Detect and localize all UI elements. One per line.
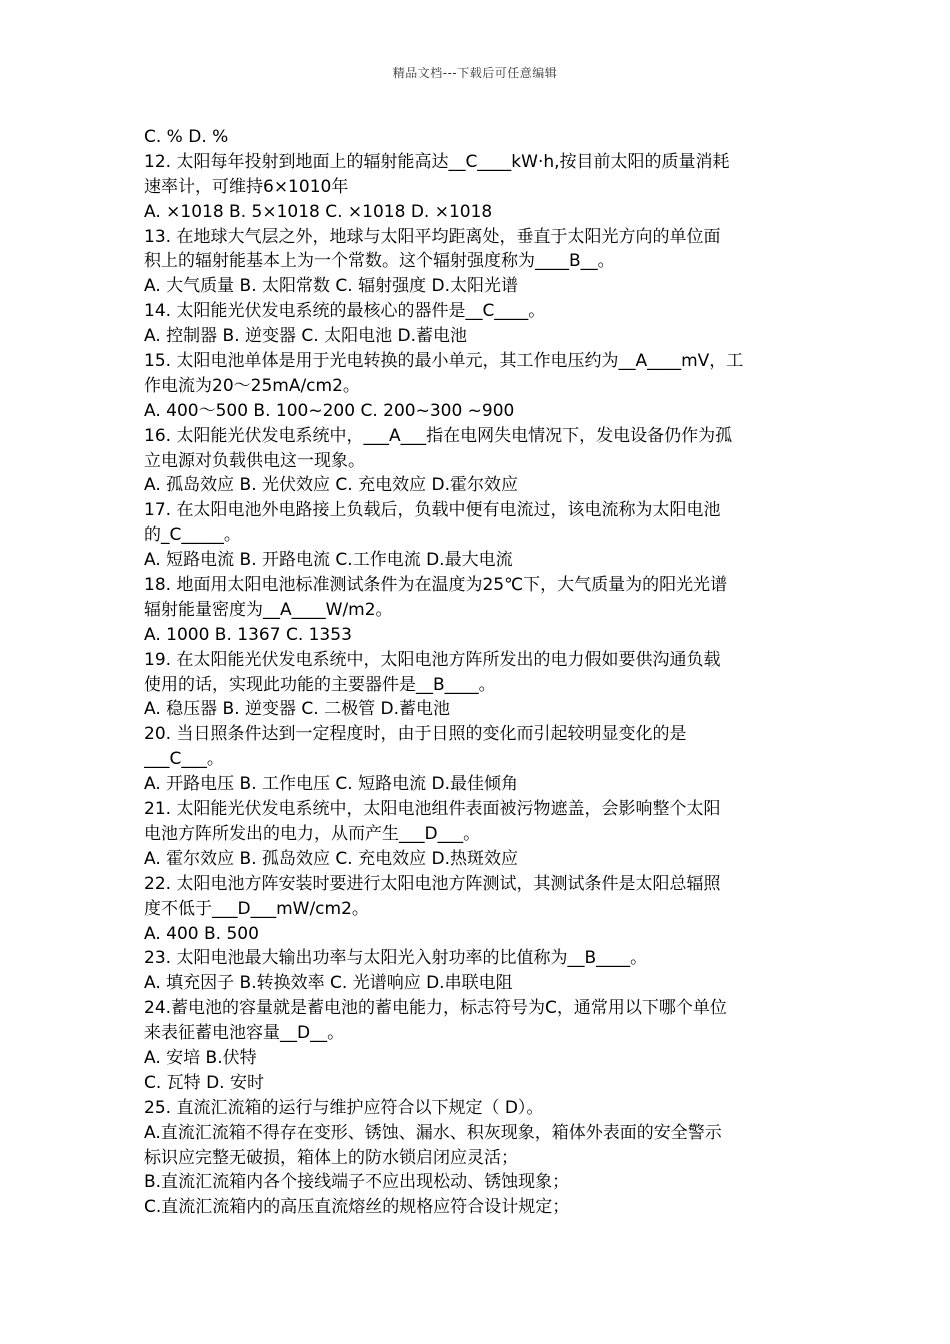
text-line: 16. 太阳能光伏发电系统中，___A___指在电网失电情况下，发电设备仍作为孤: [144, 425, 733, 446]
text-line: A. 霍尔效应 B. 孤岛效应 C. 充电效应 D.热斑效应: [144, 848, 518, 869]
text-line: A. 孤岛效应 B. 光伏效应 C. 充电效应 D.霍尔效应: [144, 475, 518, 496]
document-body: [144, 125, 814, 1220]
text-line: 积上的辐射能基本上为一个常数。这个辐射强度称为____B__。: [144, 251, 615, 272]
text-line: 25. 直流汇流箱的运行与维护应符合以下规定（ D）。: [144, 1097, 544, 1118]
text-line: 21. 太阳能光伏发电系统中，太阳电池组件表面被污物遮盖，会影响整个太阳: [144, 799, 721, 820]
text-line: 立电源对负载供电这一现象。: [144, 450, 365, 471]
text-line: A. 安培 B.伏特: [144, 1047, 257, 1068]
text-line: C.直流汇流箱内的高压直流熔丝的规格应符合设计规定；: [144, 1197, 570, 1218]
text-line: A. 400～500 B. 100~200 C. 200~300 ~900: [144, 400, 515, 421]
page-header: 精品文档---下载后可任意编辑: [392, 66, 558, 80]
text-line: 使用的话，实现此功能的主要器件是__B____。: [144, 674, 496, 695]
text-line: C. % D. %: [144, 127, 229, 147]
text-line: 24.蓄电池的容量就是蓄电池的蓄电能力，标志符号为C，通常用以下哪个单位: [144, 998, 727, 1019]
text-line: 14. 太阳能光伏发电系统的最核心的器件是__C____。: [144, 301, 546, 322]
text-line: 标识应完整无破损，箱体上的防水锁启闭应灵活；: [144, 1147, 518, 1168]
text-line: 来表征蓄电池容量__D__。: [144, 1023, 345, 1044]
text-line: 作电流为20～25mA/cm2。: [144, 375, 360, 396]
text-line: A. 开路电压 B. 工作电压 C. 短路电流 D.最佳倾角: [144, 774, 518, 795]
text-line: 电池方阵所发出的电力，从而产生___D___。: [144, 823, 481, 844]
text-line: 22. 太阳电池方阵安装时要进行太阳电池方阵测试，其测试条件是太阳总辐照: [144, 873, 721, 894]
text-line: 的_C_____。: [144, 525, 241, 546]
text-line: A. 控制器 B. 逆变器 C. 太阳电池 D.蓄电池: [144, 326, 467, 347]
text-line: 18. 地面用太阳电池标准测试条件为在温度为25℃下，大气质量为的阳光光谱: [144, 575, 728, 596]
text-line: A.直流汇流箱不得存在变形、锈蚀、漏水、积灰现象，箱体外表面的安全警示: [144, 1122, 722, 1143]
text-line: A. 大气质量 B. 太阳常数 C. 辐射强度 D.太阳光谱: [144, 276, 518, 297]
text-line: A. 短路电流 B. 开路电流 C.工作电流 D.最大电流: [144, 550, 513, 571]
text-line: A. 填充因子 B.转换效率 C. 光谱响应 D.串联电阻: [144, 973, 513, 994]
text-line: A. ×1018 B. 5×1018 C. ×1018 D. ×1018: [144, 201, 493, 222]
text-line: A. 稳压器 B. 逆变器 C. 二极管 D.蓄电池: [144, 699, 450, 720]
text-line: C. 瓦特 D. 安时: [144, 1072, 264, 1093]
text-line: 速率计，可维持6×1010年: [144, 176, 349, 197]
text-line: 13. 在地球大气层之外，地球与太阳平均距离处，垂直于太阳光方向的单位面: [144, 226, 721, 247]
text-line: 20. 当日照条件达到一定程度时，由于日照的变化而引起较明显变化的是: [144, 724, 687, 745]
text-line: A. 1000 B. 1367 C. 1353: [144, 624, 352, 645]
text-line: A. 400 B. 500: [144, 923, 259, 944]
text-line: ___C___。: [144, 749, 224, 770]
text-line: 15. 太阳电池单体是用于光电转换的最小单元，其工作电压约为__A____mV，工: [144, 351, 744, 372]
text-line: 23. 太阳电池最大输出功率与太阳光入射功率的比值称为__B____。: [144, 948, 648, 969]
text-line: 17. 在太阳电池外电路接上负载后，负载中便有电流过，该电流称为太阳电池: [144, 500, 721, 521]
text-line: B.直流汇流箱内各个接线端子不应出现松动、锈蚀现象；: [144, 1172, 570, 1193]
text-line: 12. 太阳每年投射到地面上的辐射能高达__C____kW·h,按目前太阳的质量消耗: [144, 151, 730, 172]
text-line: 度不低于___D___mW/cm2。: [144, 898, 369, 919]
text-line: 19. 在太阳能光伏发电系统中，太阳电池方阵所发出的电力假如要供沟通负载: [144, 649, 721, 670]
text-line: 辐射能量密度为__A____W/m2。: [144, 599, 393, 620]
